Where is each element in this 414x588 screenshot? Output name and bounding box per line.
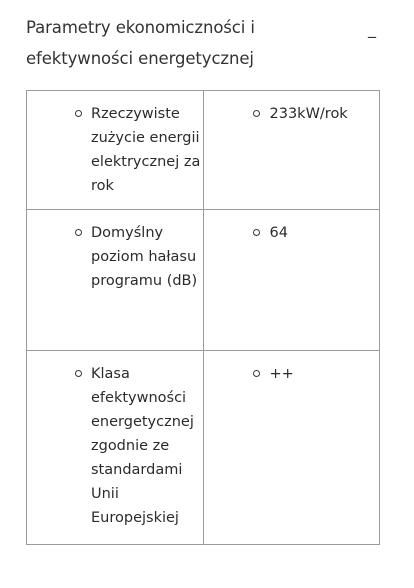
list-item [33,221,197,293]
spec-value: 64 [269,225,288,241]
list-item [210,102,374,126]
bullet-icon [75,110,82,117]
table-row [27,351,380,545]
collapse-toggle-button[interactable]: _ [368,19,376,38]
specifications-table [26,90,380,545]
spec-label: Rzeczywiste zużycie energii elektrycznej za rok [91,106,201,194]
spec-value: 233kW/rok [269,106,348,122]
list-item [210,362,374,386]
bullet-icon [253,370,260,377]
list-item [33,362,197,530]
table-cell-label [27,351,204,545]
section-title: Parametry ekonomiczności i efektywności energetycznej [26,18,255,68]
table-cell-label [27,210,204,351]
table-row [27,91,380,210]
table-cell-label [27,91,204,210]
bullet-icon [75,370,82,377]
table-cell-value [203,91,380,210]
table-row [27,210,380,351]
bullet-icon [253,229,260,236]
spec-label: Klasa efektywności energetycznej zgodnie ze standardami Unii Europejskiej [91,366,194,526]
table-cell-value [203,351,380,545]
table-cell-value [203,210,380,351]
list-item [210,221,374,245]
bullet-icon [253,110,260,117]
list-item [33,102,201,198]
spec-value: ++ [269,366,294,382]
spec-label: Domyślny poziom hałasu programu (dB) [91,225,198,289]
bullet-icon [75,229,82,236]
